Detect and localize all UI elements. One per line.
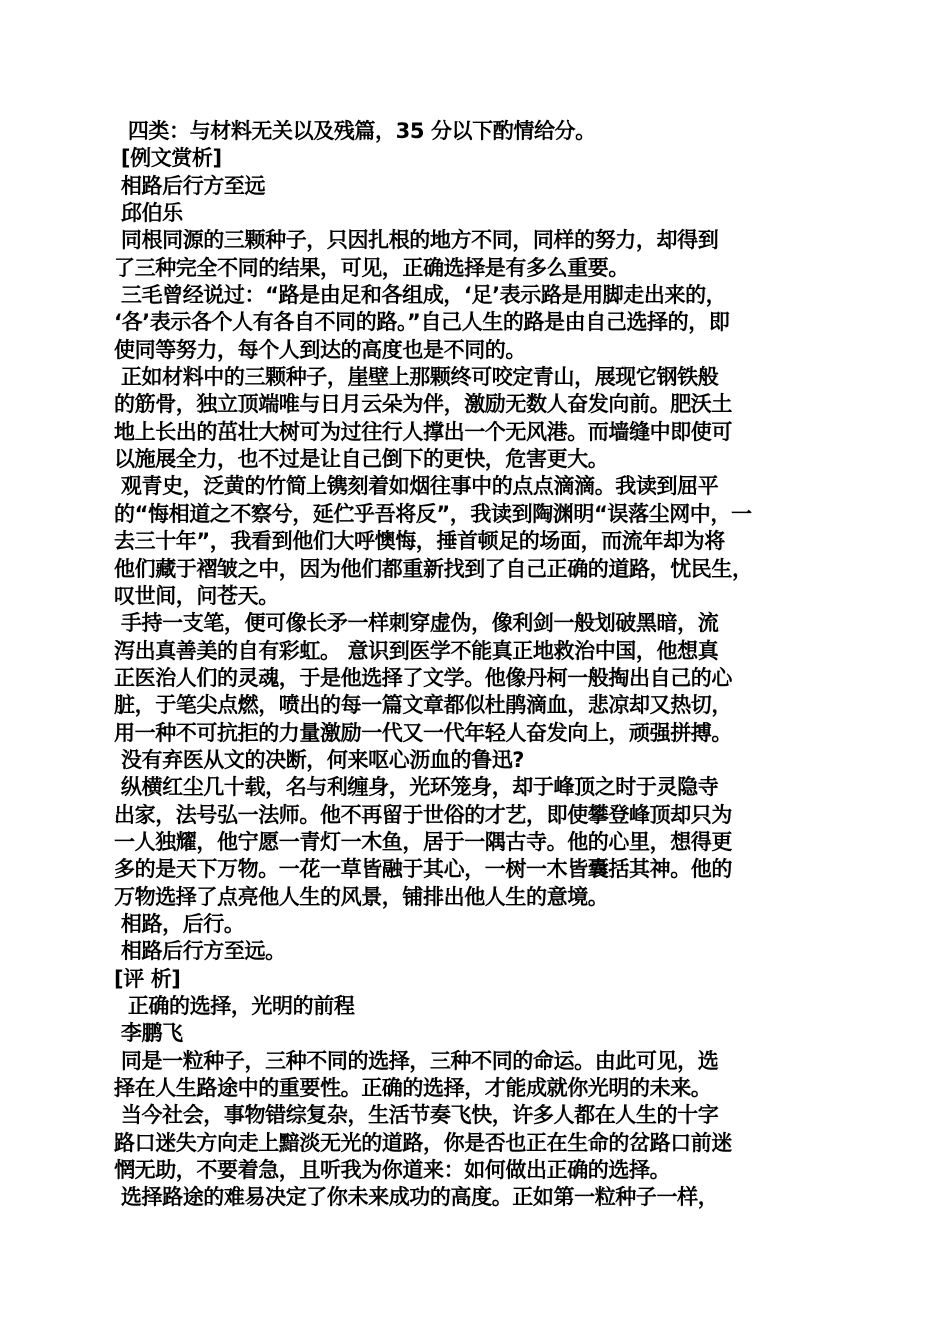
text-line: 一人独耀，他宁愿一青灯一木鱼，居于一隅古寺。他的心里，想得更: [114, 829, 732, 854]
text-line: 了三种完全不同的结果，可见，正确选择是有多么重要。: [114, 255, 629, 280]
text-line: 以施展全力，也不过是让自己倒下的更快，危害更大。: [114, 447, 609, 472]
text-line: 相路，后行。: [114, 911, 245, 936]
text-line: 脏，于笔尖点燃，喷出的每一篇文章都似杜鹃滴血，悲凉却又热切，: [114, 693, 732, 718]
text-line: 择在人生路途中的重要性。正确的选择，才能成就你光明的未来。: [114, 1076, 712, 1101]
text-line: 地上长出的茁壮大树可为过往行人撑出一个无风港。而墙缝中即使可: [114, 419, 732, 444]
text-line: 相路后行方至远: [114, 173, 266, 198]
text-line: ‘各’表示各个人有各自不同的路。”自己人生的路是由自己选择的，即: [114, 310, 730, 335]
text-line: 去三十年”，我看到他们大呼懊悔，捶首顿足的场面，而流年却为将: [114, 529, 725, 554]
text-line: 李鹏飞: [114, 1021, 183, 1046]
text-line: 手持一支笔，便可像长矛一样刺穿虚伪，像利剑一般划破黑暗，流: [114, 611, 719, 636]
text-line: 三毛曾经说过：“路是由足和各组成，‘足’表示路是用脚走出来的，: [114, 283, 727, 308]
text-line: 四类：与材料无关以及残篇，35 分以下酌情给分。: [114, 119, 596, 143]
text-line: 同根同源的三颗种子，只因扎根的地方不同，同样的努力，却得到: [114, 228, 719, 253]
text-line: 纵横红尘几十载，名与利缠身，光环笼身，却于峰顶之时于灵隐寺: [114, 775, 719, 800]
text-line: 选择路途的难易决定了你未来成功的高度。正如第一粒种子一样，: [114, 1185, 719, 1210]
text-line: 的筋骨，独立顶端唯与日月云朵为伴，激励无数人奋发向前。肥沃土: [114, 392, 732, 417]
text-line: 同是一粒种子，三种不同的选择，三种不同的命运。由此可见，选: [114, 1048, 719, 1073]
text-line: 万物选择了点亮他人生的风景，铺排出他人生的意境。: [114, 884, 609, 909]
text-line: 当今社会，事物错综复杂，生活节奏飞快，许多人都在人生的十字: [114, 1103, 719, 1128]
text-line: 使同等努力，每个人到达的高度也是不同的。: [114, 337, 526, 362]
text-line: 多的是天下万物。一花一草皆融于其心，一树一木皆囊括其神。他的: [114, 857, 732, 882]
text-line: 的“悔相道之不察兮，延伫乎吾将反”，我读到陶渊明“误落尘网中，一: [114, 501, 752, 526]
text-line: 叹世间，问苍天。: [114, 583, 279, 608]
text-line: 正如材料中的三颗种子，崖壁上那颗终可咬定青山，展现它钢铁般: [114, 365, 719, 390]
document-body: [114, 118, 844, 1212]
text-line: 观青史，泛黄的竹简上镌刻着如烟往事中的点点滴滴。我读到屈平: [114, 474, 719, 499]
text-line: [例文赏析]: [114, 146, 222, 171]
text-line: 惘无助，不要着急，且听我为你道来：如何做出正确的选择。: [114, 1158, 671, 1183]
text-line: 出家，法号弘一法师。他不再留于世俗的才艺，即使攀登峰顶却只为: [114, 802, 732, 827]
text-line: 邱伯乐: [114, 201, 183, 226]
text-line: 泻出真善美的自有彩虹。 意识到医学不能真正地救治中国，他想真: [114, 638, 719, 663]
text-line: 正医治人们的灵魂，于是他选择了文学。他像丹柯一般掏出自己的心: [114, 665, 732, 690]
text-line: [评 析]: [114, 966, 181, 991]
text-line: 他们藏于褶皱之中，因为他们都重新找到了自己正确的道路，忧民生，: [114, 556, 753, 581]
text-line: 相路后行方至远。: [114, 939, 286, 964]
text-line: 路口迷失方向走上黯淡无光的道路，你是否也正在生命的岔路口前迷: [114, 1130, 732, 1155]
text-line: 用一种不可抗拒的力量激励一代又一代年轻人奋发向上，顽强拼搏。: [114, 720, 732, 745]
text-line: 没有弃医从文的决断，何来呕心沥血的鲁迅?: [114, 747, 525, 772]
text-line: 正确的选择，光明的前程: [114, 994, 355, 1018]
